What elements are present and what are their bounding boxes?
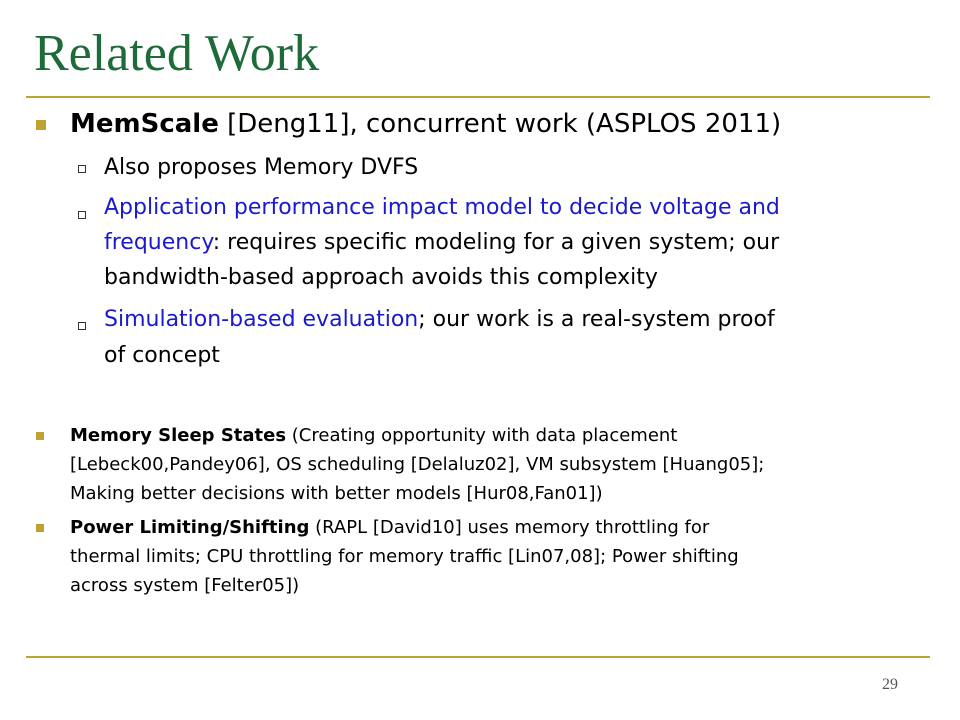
frequency-highlight: frequency xyxy=(104,230,213,255)
bullet-power-limiting-line3: across system [Felter05]) xyxy=(70,575,300,596)
sub-bullet-simulation-line2: of concept xyxy=(104,343,220,368)
power-limiting-name: Power Limiting/Shifting xyxy=(70,517,310,538)
bullet-power-limiting-line2: thermal limits; CPU throttling for memory traffic [Lin07,08]; Power shifting xyxy=(70,546,739,567)
sub-bullet-dvfs: Also proposes Memory DVFS xyxy=(104,155,419,180)
page-number: 29 xyxy=(882,676,898,693)
square-bullet-icon xyxy=(36,432,44,440)
square-bullet-icon xyxy=(36,120,46,130)
bullet-sleep-states-line2: [Lebeck00,Pandey06], OS scheduling [Delaluz02], VM subsystem [Huang05]; xyxy=(70,454,765,475)
memscale-text: [Deng11], concurrent work (ASPLOS 2011) xyxy=(218,109,782,139)
sub-bullet-perf-model-line1: Application performance impact model to decide voltage and xyxy=(104,195,780,220)
sub-bullet-perf-model-line3: bandwidth-based approach avoids this complexity xyxy=(104,265,658,290)
sleep-states-name: Memory Sleep States xyxy=(70,425,287,446)
slide-title: Related Work xyxy=(34,25,320,82)
hollow-square-bullet-icon xyxy=(78,322,86,330)
bullet-sleep-states-line3: Making better decisions with better models [Hur08,Fan01]) xyxy=(70,483,603,504)
footer-divider xyxy=(26,656,930,658)
simulation-rest: ; our work is a real-system proof xyxy=(418,307,775,332)
sleep-states-text: (Creating opportunity with data placement xyxy=(286,425,678,446)
title-divider xyxy=(26,96,930,98)
sub-bullet-perf-model-line2 xyxy=(104,226,779,260)
square-bullet-icon xyxy=(36,524,44,532)
bullet-sleep-states-line1 xyxy=(70,423,677,449)
bullet-power-limiting-line1 xyxy=(70,515,709,541)
hollow-square-bullet-icon xyxy=(78,211,86,219)
bullet-memscale xyxy=(70,108,781,140)
sub-bullet-simulation-line1 xyxy=(104,303,775,337)
memscale-name: MemScale xyxy=(70,109,219,139)
frequency-rest: : requires specific modeling for a given system; our xyxy=(212,230,780,255)
simulation-highlight: Simulation-based evaluation xyxy=(104,307,419,332)
power-limiting-text: (RAPL [David10] uses memory throttling for xyxy=(309,517,710,538)
hollow-square-bullet-icon xyxy=(78,165,86,173)
